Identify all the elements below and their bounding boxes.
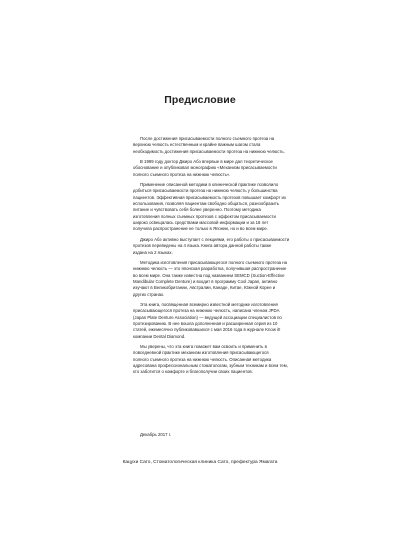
paragraph-line: Методика изготовления присасывающегося полного съемного протеза на xyxy=(140,259,288,265)
paragraph-line: во всем мире. Она также известна под названием SEMCD (Suction-Effective xyxy=(133,272,285,278)
preface-paragraph xyxy=(133,236,290,256)
paragraph-line: питание и чувствовать себя более уверенно. Поэтому методика xyxy=(133,207,261,213)
page-title: Предисловие xyxy=(164,94,236,106)
paragraph-line: компании Dental Diamond. xyxy=(133,333,186,339)
paragraph-line: Мы уверены, что эта книга поможет вам освоить и применить в xyxy=(140,343,267,349)
paragraph-line: необходимость достижения присасываемости протеза на нижнюю челюсть. xyxy=(133,148,285,154)
preface-paragraph xyxy=(133,182,287,233)
paragraph-line: нижнюю челюсть — это японская разработка, получившая распространение xyxy=(133,266,287,272)
paragraph-line: Применение описанной методики в клинической практике позволило xyxy=(140,182,279,188)
paragraph-line: верхнюю челюсть естественным и крайне важным шагом стала xyxy=(133,142,261,148)
paragraph-line: (Japan Plate Denture Association) — ведущей ассоциации специалистов по xyxy=(133,314,282,320)
paragraph-line: полного съемного протеза на нижнюю челюсть». xyxy=(133,171,231,177)
paragraph-line: адресована профессиональным стоматологам, зубным техникам и всем тем, xyxy=(133,363,288,368)
paragraph-line: статей, ежемесячно публиковавшихся с мая 2016 года в журнале Know it! xyxy=(133,327,281,333)
paragraph-line: других странах. xyxy=(133,291,165,297)
paragraph-line: изучают в Великобритании, Австралии, Канаде, Китае, Южной Корее и xyxy=(133,285,276,291)
paragraph-line: широко освещалась средствами массовой информации и за 18 лет xyxy=(133,220,269,226)
preface-paragraph xyxy=(133,343,288,376)
paragraph-line: Эта книга, посвященная всемирно известной методике изготовления xyxy=(140,301,278,307)
paragraph-line: повседневной практике механизм изготовления присасывающегося xyxy=(133,350,269,356)
paragraph-line: добиться присасываемости протеза на нижнюю челюсть у большинства xyxy=(133,188,278,194)
paragraph-line: Джиро Абэ активно выступает с лекциями, его работы о присасываемости xyxy=(140,236,290,242)
paragraph-line: полного съемного протеза на нижнюю челюсть. Описанная методика xyxy=(133,356,272,362)
paragraph-line: использования, позволяя пациентам свободно общаться, разнообразить xyxy=(133,201,280,207)
preface-date: Декабрь 2017 г. xyxy=(140,432,171,437)
preface-body xyxy=(133,136,290,380)
preface-paragraph xyxy=(133,159,277,178)
paragraph-line: получила распространение не только в Японии, но и во всем мире. xyxy=(133,226,268,232)
paragraph-line: присасывающегося протеза на нижнюю челюсть, написана членом JPDA xyxy=(133,308,280,314)
paragraph-line: После достижения присасываемости полного съемного протеза на xyxy=(140,136,275,141)
author-signature: Кацухи Сато, Стоматологическая клиника Сато, префектура Ямагата xyxy=(122,460,278,465)
paragraph-line: В 1999 году доктор Джиро Абэ впервые в мире дал теоретическое xyxy=(140,159,273,165)
paragraph-line: протезов переведены на 4 языка. Книга автора данной работы также xyxy=(133,243,272,249)
preface-paragraph xyxy=(133,301,282,340)
paragraph-line: обоснование и опубликовал монографию «Механизм присасываемости xyxy=(133,165,277,171)
paragraph-line: протезированию. В нее вошла дополненная и расширенная серия из 10 xyxy=(133,320,278,326)
paragraph-line: издана на 2 языках. xyxy=(133,249,173,255)
paragraph-line: изготовления полных съемных протезов с эффектом присасываемости xyxy=(133,213,276,219)
preface-paragraph xyxy=(133,136,285,155)
preface-paragraph xyxy=(133,259,288,298)
paragraph-line: Mandibular Complete Denture) и входит в программу Cool Japan, активно xyxy=(133,278,278,284)
paragraph-line: пациентов. Эффективная присасываемость протезов повышает комфорт их xyxy=(133,194,287,200)
paragraph-line: кто заботится о комфорте и благополучии своих пациентов. xyxy=(133,369,253,375)
